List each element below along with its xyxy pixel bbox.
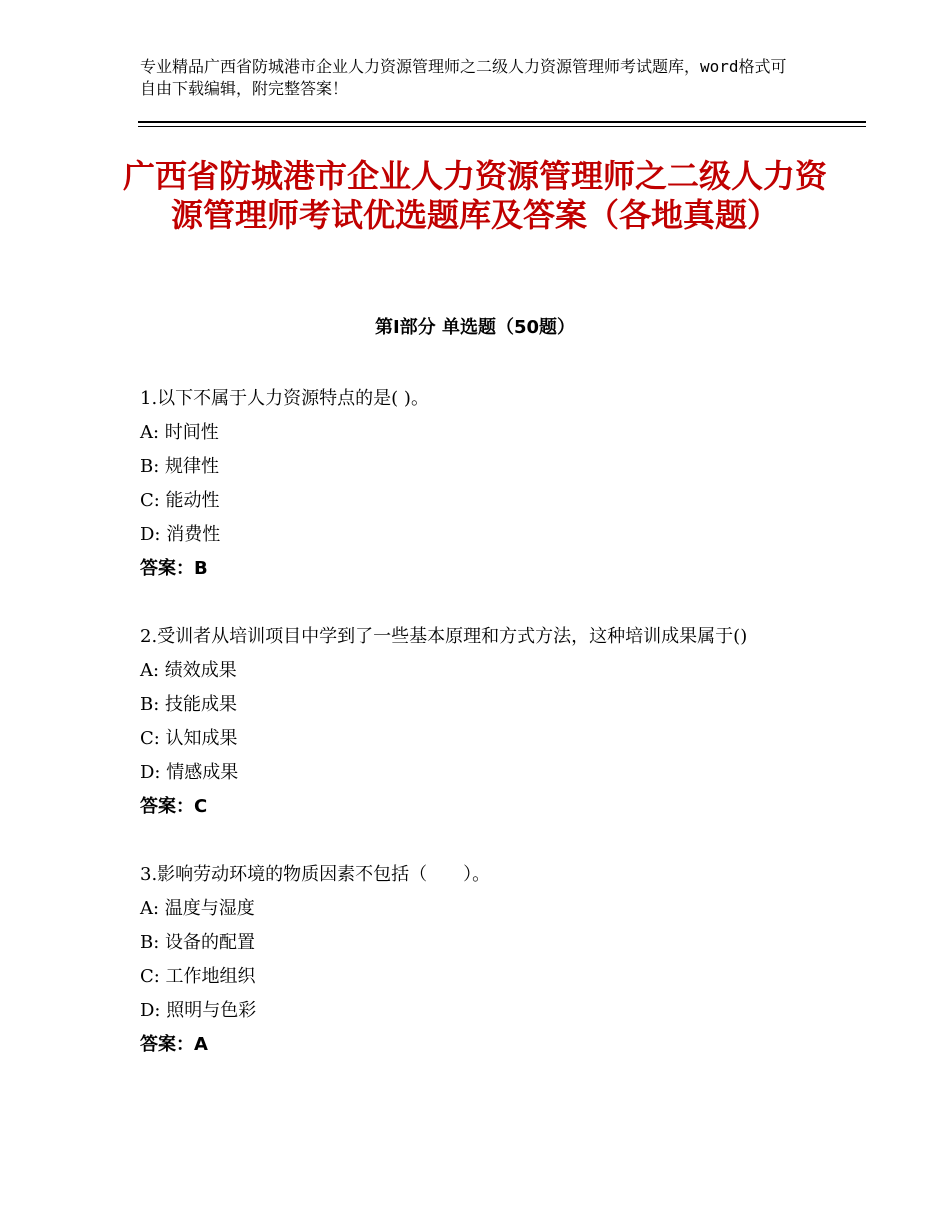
- option-a: A: 绩效成果: [140, 660, 237, 681]
- question-3: [140, 858, 810, 1062]
- option-b: B: 技能成果: [140, 694, 238, 715]
- option-b: B: 规律性: [140, 456, 220, 477]
- answer: 答案：B: [140, 558, 208, 579]
- option-c: C: 认知成果: [140, 728, 238, 749]
- option-c: C: 能动性: [140, 490, 220, 511]
- answer: 答案：A: [140, 1034, 208, 1055]
- document-title: 广西省防城港市企业人力资源管理师之二级人力资源管理师考试优选题库及答案（各地真题）: [122, 157, 827, 234]
- option-a: A: 时间性: [140, 422, 219, 443]
- question-stem: 1.以下不属于人力资源特点的是( )。: [140, 388, 429, 409]
- question-stem: 2.受训者从培训项目中学到了一些基本原理和方式方法，这种培训成果属于(): [140, 626, 748, 647]
- header-note: 专业精品广西省防城港市企业人力资源管理师之二级人力资源管理师考试题库，word格式可自由下载编辑，附完整答案！: [140, 57, 787, 98]
- question-2: [140, 620, 810, 824]
- header-divider-thick: [138, 121, 866, 123]
- section-title: 第Ⅰ部分 单选题（50题）: [374, 317, 575, 338]
- header-divider-thin: [138, 126, 866, 127]
- option-a: A: 温度与湿度: [140, 898, 255, 919]
- option-c: C: 工作地组织: [140, 966, 256, 987]
- answer: 答案：C: [140, 796, 208, 817]
- option-d: D: 照明与色彩: [140, 1000, 257, 1021]
- question-stem: 3.影响劳动环境的物质因素不包括（ ）。: [140, 864, 491, 885]
- option-d: D: 消费性: [140, 524, 221, 545]
- option-d: D: 情感成果: [140, 762, 239, 783]
- question-1: [140, 382, 810, 586]
- question-list: [140, 382, 810, 1096]
- option-b: B: 设备的配置: [140, 932, 256, 953]
